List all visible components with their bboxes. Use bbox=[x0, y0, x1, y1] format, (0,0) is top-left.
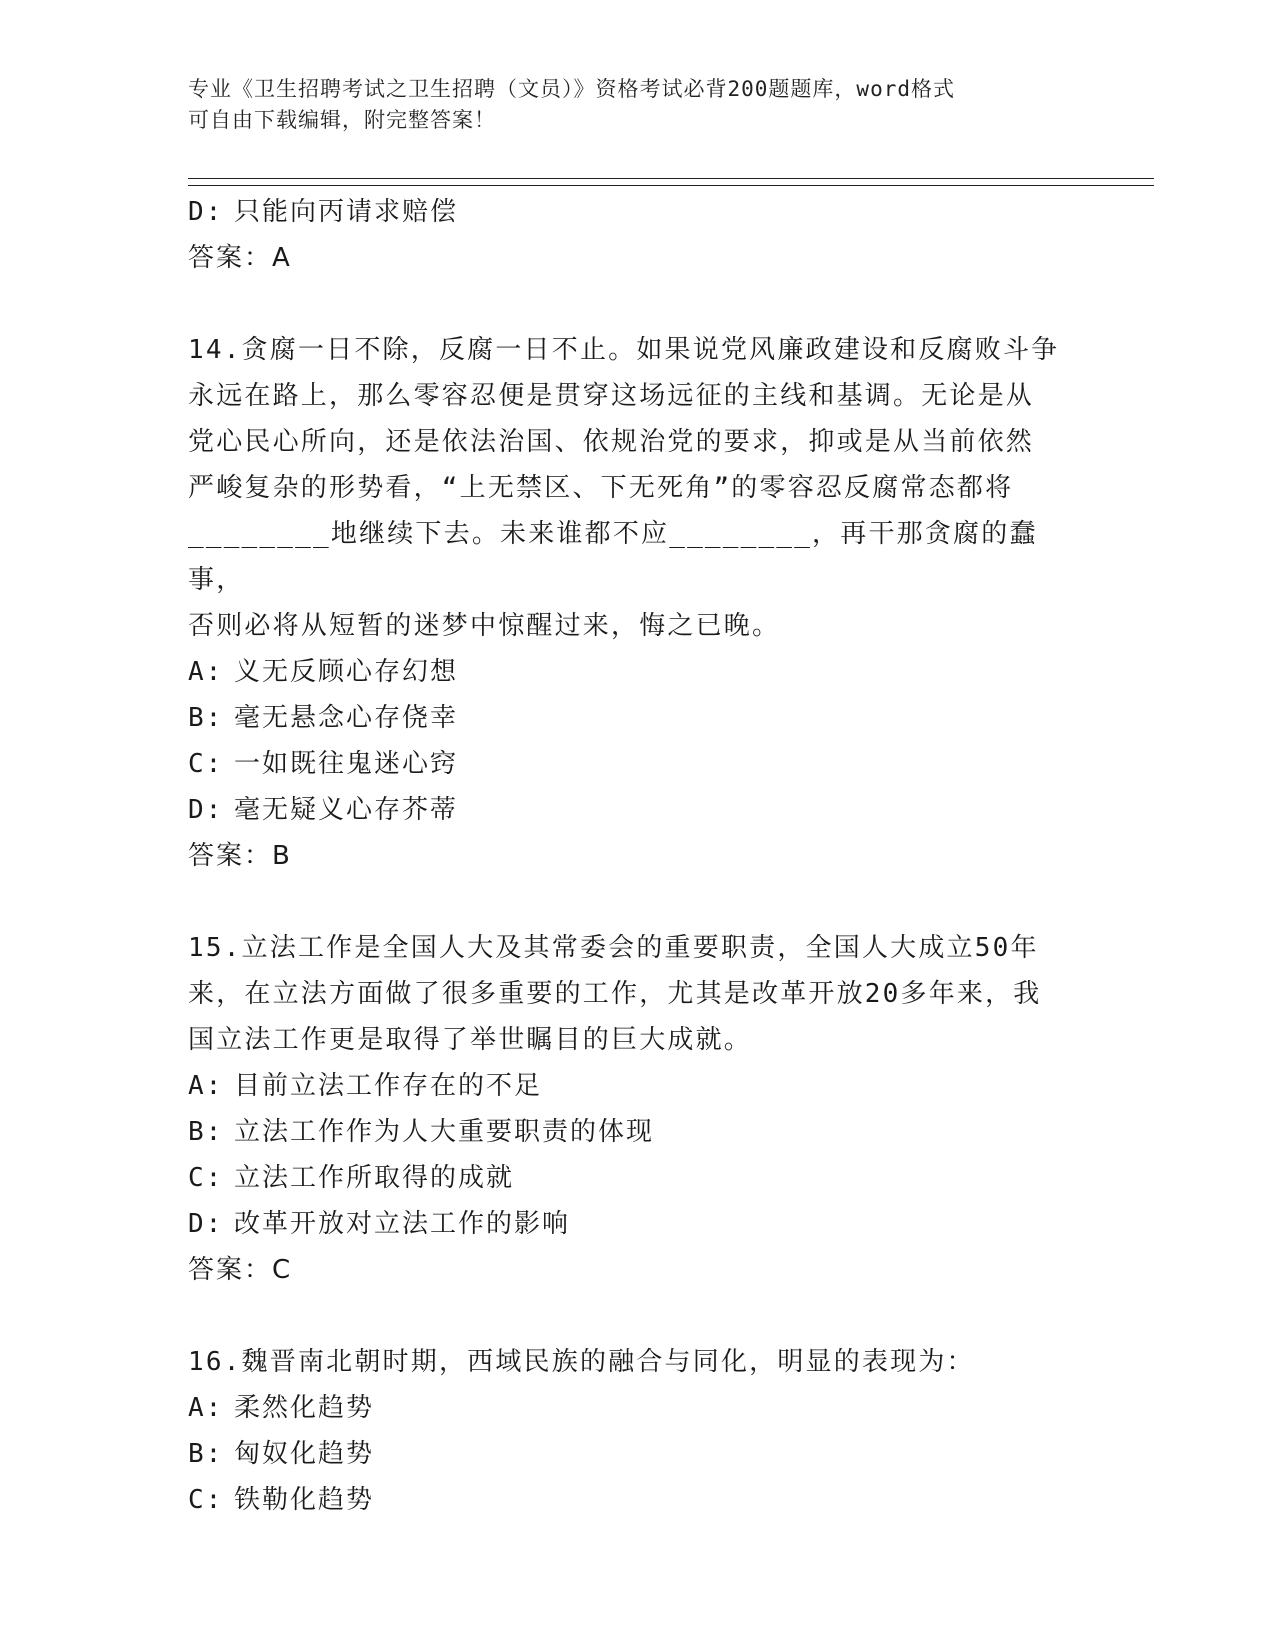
header-line-2: 可自由下载编辑，附完整答案！ bbox=[188, 108, 496, 132]
question-stem-line: 国立法工作更是取得了举世瞩目的巨大成就。 bbox=[188, 1025, 753, 1055]
question-stem-line: 16.魏晋南北朝时期，西域民族的融合与同化，明显的表现为： bbox=[188, 1347, 975, 1377]
question-stem-line: 来，在立法方面做了很多重要的工作，尤其是改革开放20多年来，我 bbox=[188, 979, 1042, 1009]
option-c bbox=[188, 741, 1088, 787]
question-14 bbox=[188, 327, 1088, 879]
question-stem-line: 14.贪腐一日不除，反腐一日不止。如果说党风廉政建设和反腐败斗争 bbox=[188, 335, 1060, 365]
option-text: 义无反顾心存幻想 bbox=[234, 657, 459, 687]
option-letter: A: bbox=[188, 1071, 224, 1101]
option-text: 立法工作作为人大重要职责的体现 bbox=[234, 1117, 655, 1147]
question-content bbox=[188, 189, 1088, 1523]
question-stem-line: 15.立法工作是全国人大及其常委会的重要职责，全国人大成立50年 bbox=[188, 933, 1039, 963]
header-divider bbox=[188, 178, 1154, 186]
page-header bbox=[188, 74, 1088, 136]
option-letter: D: bbox=[188, 197, 224, 227]
question-16 bbox=[188, 1339, 1088, 1523]
option-b bbox=[188, 1431, 1088, 1477]
option-text: 立法工作所取得的成就 bbox=[234, 1163, 515, 1193]
option-a bbox=[188, 1063, 1088, 1109]
option-text: 毫无疑义心存芥蒂 bbox=[234, 795, 459, 825]
question-stem-line: ________地继续下去。未来谁都不应________，再干那贪腐的蠢事， bbox=[188, 519, 1038, 595]
option-letter: C: bbox=[188, 1485, 224, 1515]
option-text: 目前立法工作存在的不足 bbox=[234, 1071, 543, 1101]
option-d-prev bbox=[188, 189, 1088, 235]
option-letter: A: bbox=[188, 1393, 224, 1423]
question-stem-line: 否则必将从短暂的迷梦中惊醒过来，悔之已晚。 bbox=[188, 611, 781, 641]
option-a bbox=[188, 1385, 1088, 1431]
question-stem-line: 严峻复杂的形势看，“上无禁区、下无死角”的零容忍反腐常态都将 bbox=[188, 473, 1014, 503]
option-text: 一如既往鬼迷心窍 bbox=[234, 749, 459, 779]
option-letter: B: bbox=[188, 1439, 224, 1469]
option-b bbox=[188, 1109, 1088, 1155]
question-15 bbox=[188, 925, 1088, 1293]
option-c bbox=[188, 1155, 1088, 1201]
option-text: 柔然化趋势 bbox=[234, 1393, 375, 1423]
option-letter: B: bbox=[188, 703, 224, 733]
option-letter: C: bbox=[188, 1163, 224, 1193]
option-d bbox=[188, 787, 1088, 833]
option-letter: A: bbox=[188, 657, 224, 687]
option-letter: C: bbox=[188, 749, 224, 779]
option-b bbox=[188, 695, 1088, 741]
option-text: 只能向丙请求赔偿 bbox=[234, 197, 459, 227]
answer-14: 答案：B bbox=[188, 841, 292, 871]
option-c bbox=[188, 1477, 1088, 1523]
answer-15: 答案：C bbox=[188, 1255, 293, 1285]
question-stem-line: 永远在路上，那么零容忍便是贯穿这场远征的主线和基调。无论是从 bbox=[188, 381, 1035, 411]
answer-prev: 答案：A bbox=[188, 243, 292, 273]
option-text: 改革开放对立法工作的影响 bbox=[234, 1209, 571, 1239]
option-text: 铁勒化趋势 bbox=[234, 1485, 375, 1515]
option-text: 毫无悬念心存侥幸 bbox=[234, 703, 459, 733]
header-line-1: 专业《卫生招聘考试之卫生招聘（文员）》资格考试必背200题题库，word格式 bbox=[188, 77, 955, 101]
option-letter: D: bbox=[188, 795, 224, 825]
option-text: 匈奴化趋势 bbox=[234, 1439, 375, 1469]
option-letter: B: bbox=[188, 1117, 224, 1147]
option-d bbox=[188, 1201, 1088, 1247]
option-a bbox=[188, 649, 1088, 695]
option-letter: D: bbox=[188, 1209, 224, 1239]
question-stem-line: 党心民心所向，还是依法治国、依规治党的要求，抑或是从当前依然 bbox=[188, 427, 1035, 457]
